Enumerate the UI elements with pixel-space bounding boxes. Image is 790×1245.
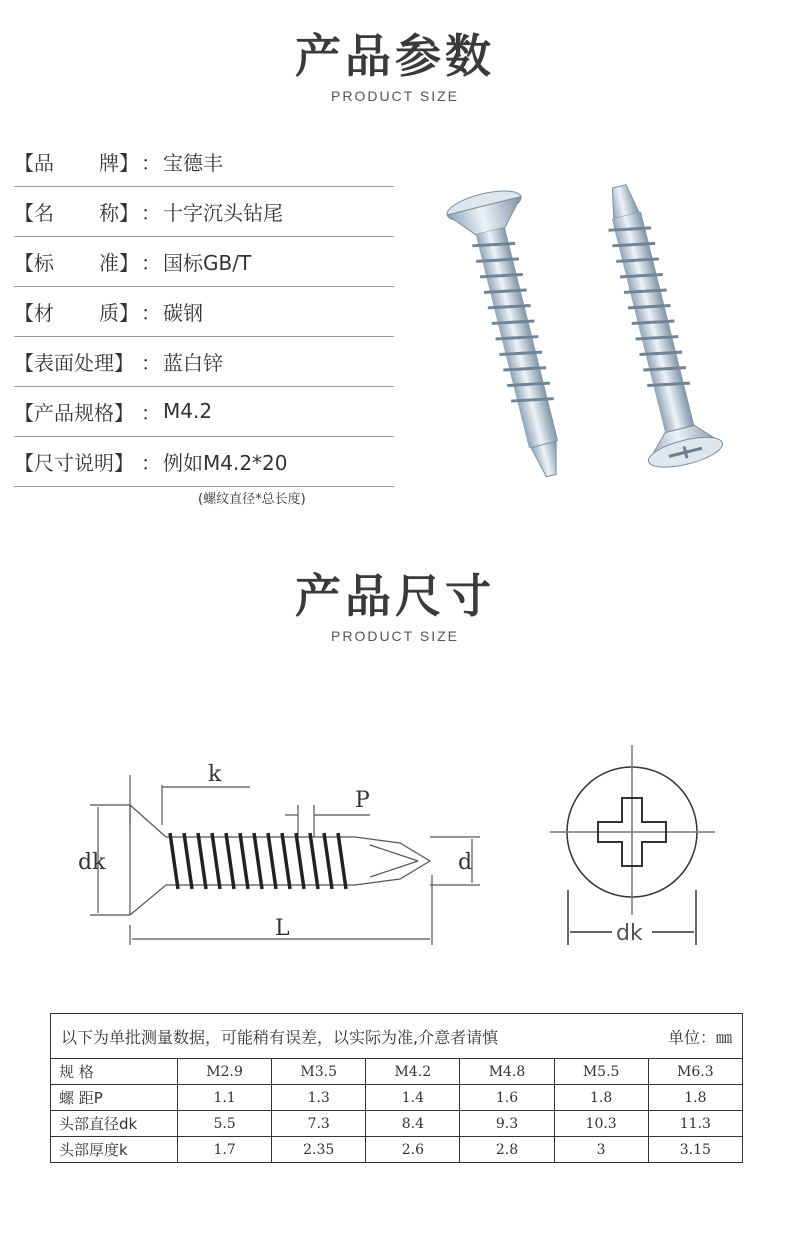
- measurement-table: [50, 1013, 743, 1163]
- table-cell: M6.3: [648, 1059, 742, 1085]
- spec-label: 【材 质】: [14, 300, 139, 325]
- spec-row: 【表面处理】 ： 蓝白锌: [14, 336, 394, 387]
- table-cell: 2.6: [366, 1137, 460, 1163]
- table-cell: M2.9: [178, 1059, 272, 1085]
- table-cell: M4.8: [460, 1059, 554, 1085]
- section-subtitle-params: PRODUCT SIZE: [331, 88, 459, 104]
- dim-label-dk: dk: [78, 850, 106, 875]
- table-caption: 以下为单批测量数据，可能稍有误差，以实际为准,介意者请慎: [61, 1027, 499, 1047]
- table-cell: 2.8: [460, 1137, 554, 1163]
- spec-label: 【产品规格】: [14, 400, 134, 425]
- table-cell: 8.4: [366, 1111, 460, 1137]
- table-cell: M3.5: [272, 1059, 366, 1085]
- table-row: [51, 1085, 743, 1111]
- spec-row: 【标 准】 ： 国标GB/T: [14, 236, 394, 287]
- spec-label: 【尺寸说明】: [14, 450, 134, 475]
- table-cell: 1.8: [648, 1085, 742, 1111]
- table-row: [51, 1137, 743, 1163]
- table-cell: 9.3: [460, 1111, 554, 1137]
- table-cell: 5.5: [178, 1111, 272, 1137]
- screw-head-drawing-icon: [540, 740, 720, 950]
- table-cell: 3: [554, 1137, 648, 1163]
- table-cell: 10.3: [554, 1111, 648, 1137]
- spec-value: M4.2: [163, 399, 213, 423]
- spec-label: 【品 牌】: [14, 150, 139, 175]
- spec-value: 十字沉头钻尾: [163, 200, 283, 225]
- screw-photo-right: [582, 177, 725, 473]
- row-label: 规 格: [51, 1059, 178, 1085]
- table-row: [51, 1059, 743, 1085]
- table-cell: 1.3: [272, 1085, 366, 1111]
- dim-label-d: d: [458, 850, 473, 875]
- table-cell: 7.3: [272, 1111, 366, 1137]
- table-row: [51, 1111, 743, 1137]
- dim-label-k: k: [208, 762, 222, 787]
- screw-photo-icon: [440, 170, 740, 490]
- table-unit: 单位：㎜: [667, 1027, 732, 1047]
- dim-label-dk-head: dk: [616, 921, 643, 946]
- table-cell: M5.5: [554, 1059, 648, 1085]
- table-caption-row: [51, 1014, 743, 1059]
- dim-label-l: L: [275, 916, 290, 941]
- section-title-size: 产品尺寸: [295, 569, 495, 623]
- table-cell: 3.15: [648, 1137, 742, 1163]
- table-cell: 1.1: [178, 1085, 272, 1111]
- spec-label: 【标 准】: [14, 250, 139, 275]
- row-label: 头部直径dk: [51, 1111, 178, 1137]
- spec-label: 【表面处理】: [14, 350, 134, 375]
- table-cell: 11.3: [648, 1111, 742, 1137]
- spec-row: 【品 牌】 ： 宝德丰: [14, 136, 394, 187]
- screw-photo-left: [444, 185, 588, 485]
- table-cell: 1.8: [554, 1085, 648, 1111]
- row-label: 螺 距P: [51, 1085, 178, 1111]
- table-cell: 1.6: [460, 1085, 554, 1111]
- spec-value: 碳钢: [163, 300, 203, 325]
- section-subtitle-size: PRODUCT SIZE: [331, 628, 459, 644]
- table-cell: 1.4: [366, 1085, 460, 1111]
- spec-row: 【尺寸说明】 ： 例如M4.2*20: [14, 436, 394, 487]
- spec-value: 例如M4.2*20: [163, 450, 288, 475]
- table-cell: 2.35: [272, 1137, 366, 1163]
- screw-side-drawing-icon: [70, 745, 490, 970]
- spec-row: 【产品规格】 ： M4.2: [14, 386, 394, 437]
- spec-note: (螺纹直径*总长度): [198, 492, 306, 507]
- spec-row: 【材 质】 ： 碳钢: [14, 286, 394, 337]
- spec-value: 宝德丰: [163, 150, 223, 175]
- table-cell: 1.7: [178, 1137, 272, 1163]
- table-cell: M4.2: [366, 1059, 460, 1085]
- dim-label-p: P: [355, 788, 370, 813]
- section-title-params: 产品参数: [295, 29, 495, 83]
- spec-value: 国标GB/T: [163, 250, 252, 275]
- spec-label: 【名 称】: [14, 200, 139, 225]
- spec-row: 【名 称】 ： 十字沉头钻尾: [14, 186, 394, 237]
- row-label: 头部厚度k: [51, 1137, 178, 1163]
- spec-value: 蓝白锌: [163, 350, 223, 375]
